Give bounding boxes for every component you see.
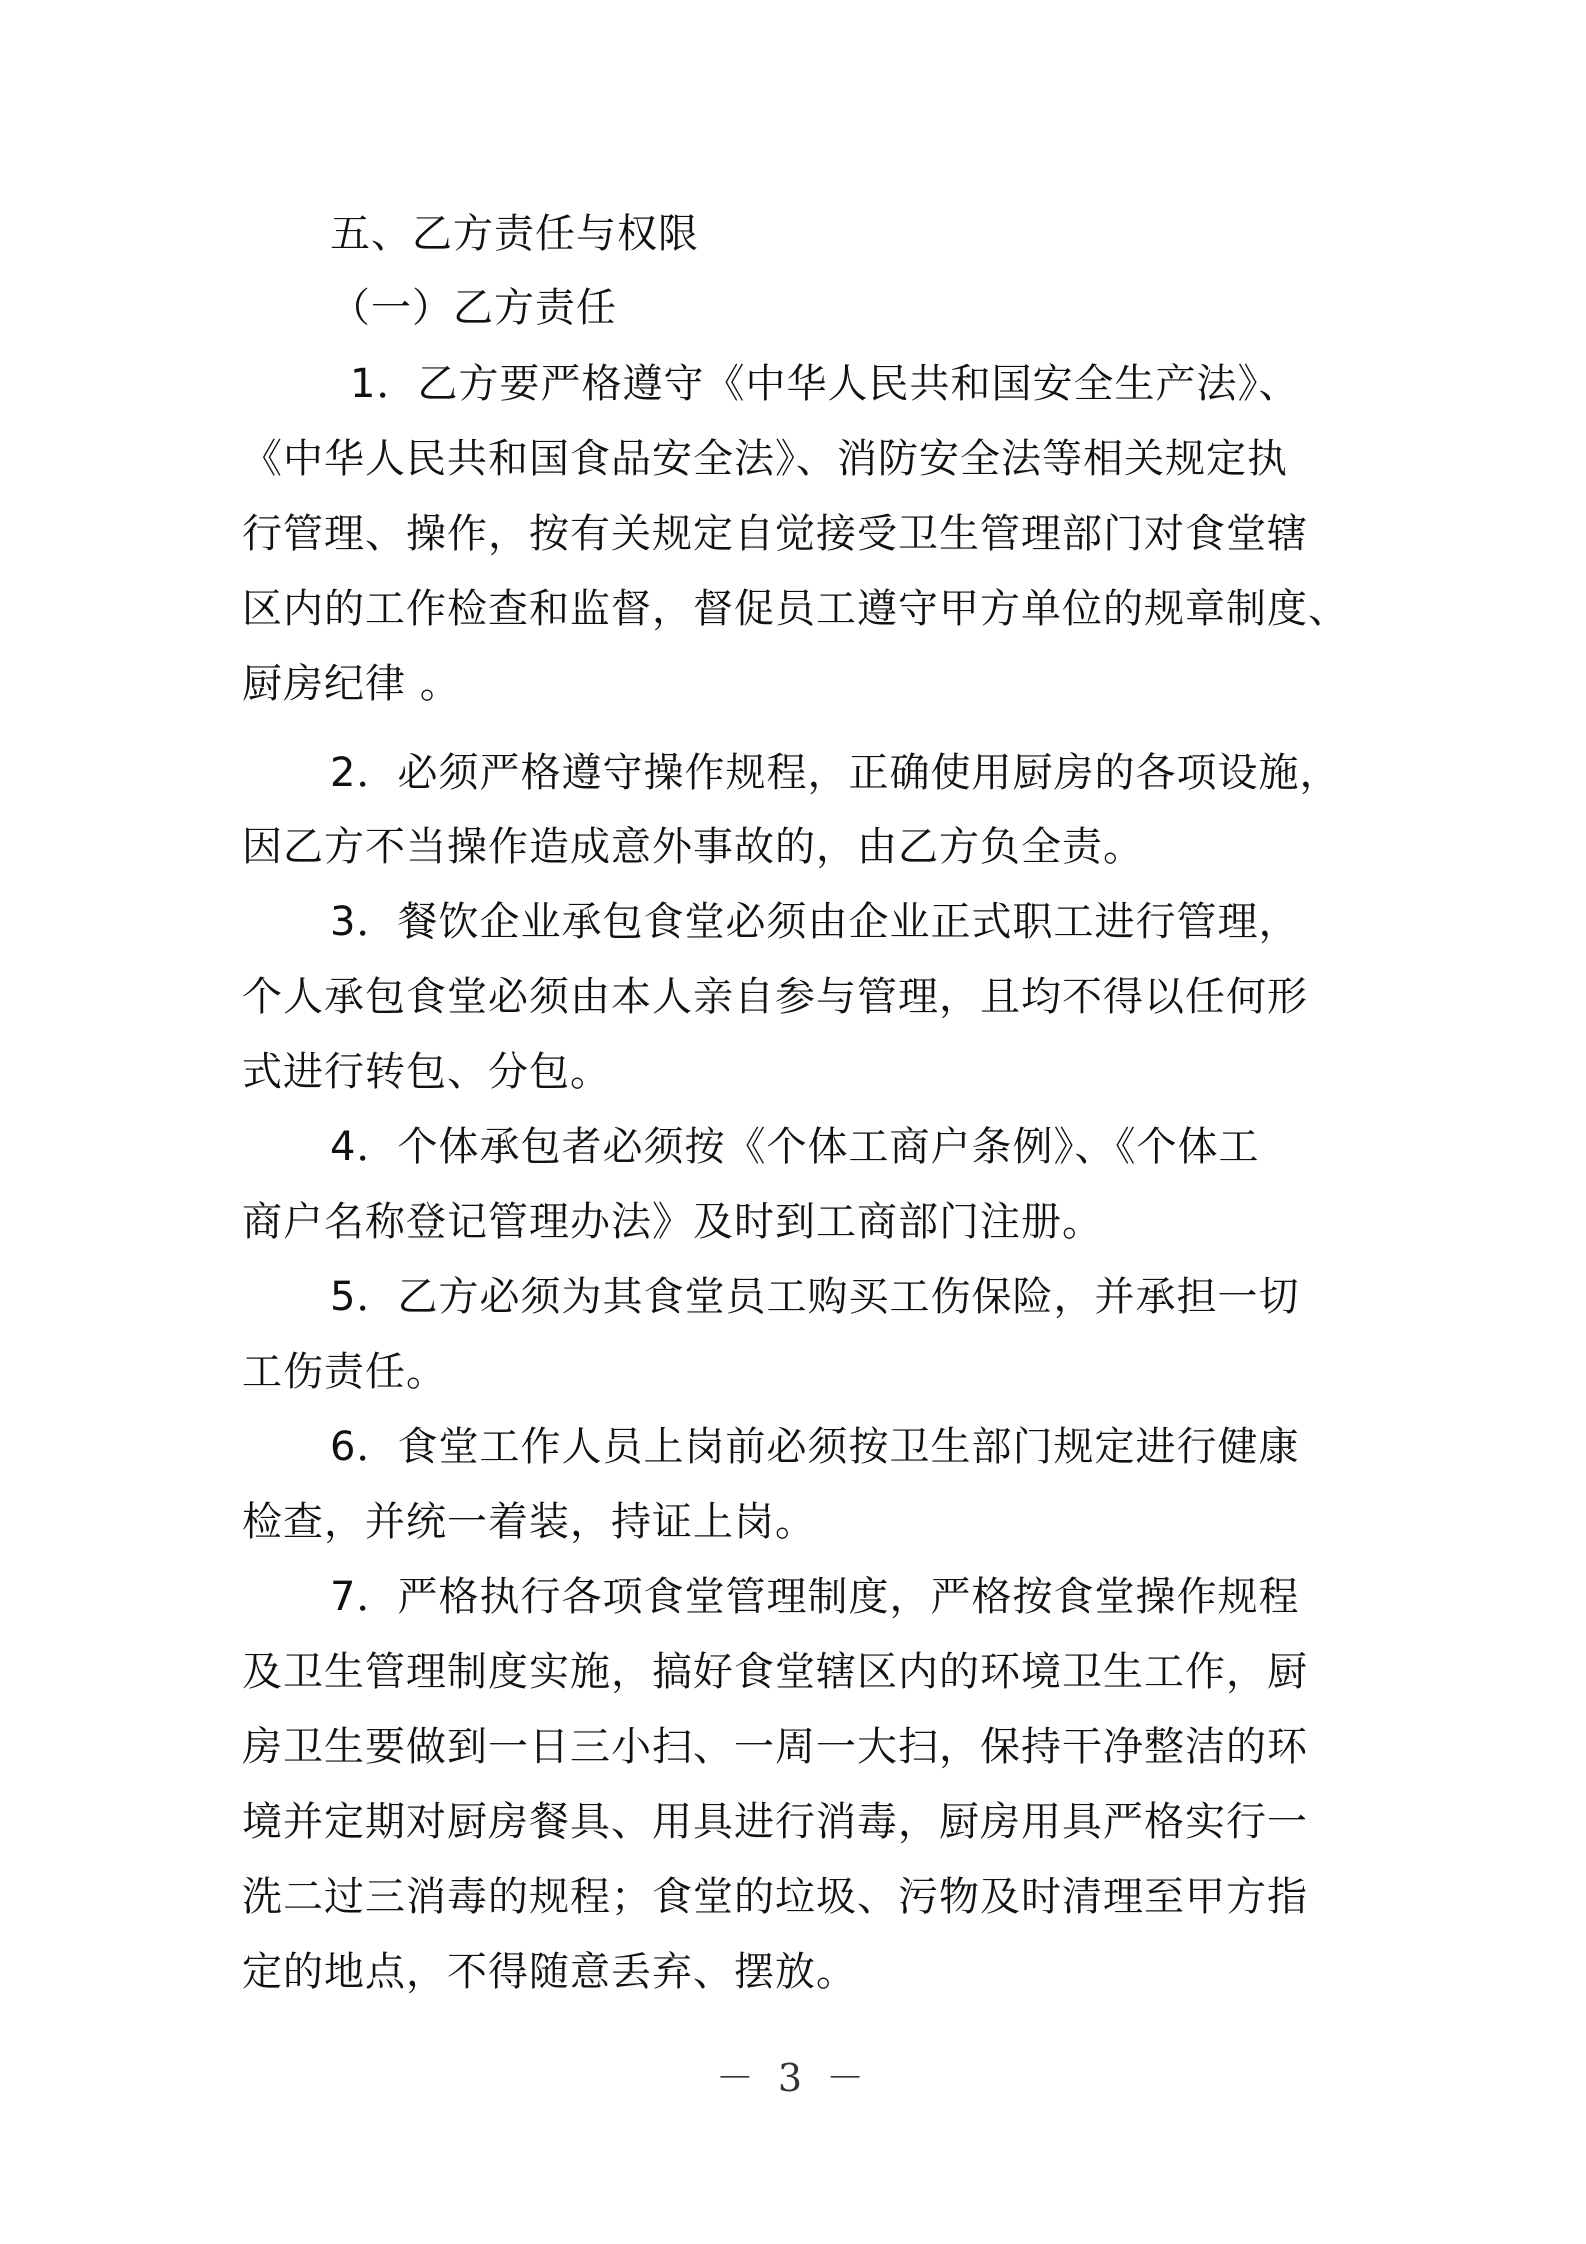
text-line: 厨房纪律 。 — [242, 661, 461, 707]
text-line: 1．乙方要严格遵守《中华人民共和国安全生产法》、 — [350, 361, 1300, 407]
subsection-heading: （一）乙方责任 — [330, 285, 617, 331]
text-line: 商户名称登记管理办法》及时到工商部门注册。 — [242, 1199, 1103, 1245]
text-line: 及卫生管理制度实施，搞好食堂辖区内的环境卫生工作，厨 — [242, 1649, 1308, 1695]
text-line: 境并定期对厨房餐具、用具进行消毒，厨房用具严格实行一 — [242, 1799, 1308, 1845]
text-line: 个人承包食堂必须由本人亲自参与管理，且均不得以任何形 — [242, 974, 1308, 1020]
text-line: 检查，并统一着装，持证上岗。 — [242, 1499, 816, 1545]
text-line: 因乙方不当操作造成意外事故的，由乙方负全责。 — [242, 824, 1144, 870]
text-line: 区内的工作检查和监督，督促员工遵守甲方单位的规章制度、 — [242, 586, 1349, 632]
section-heading: 五、乙方责任与权限 — [330, 211, 699, 257]
text-line: 2．必须严格遵守操作规程，正确使用厨房的各项设施， — [330, 750, 1341, 796]
text-line: 3．餐饮企业承包食堂必须由企业正式职工进行管理， — [330, 899, 1300, 945]
text-line: 式进行转包、分包。 — [242, 1049, 611, 1095]
text-line: 4．个体承包者必须按《个体工商户条例》、《个体工 — [330, 1124, 1260, 1170]
text-line: 行管理、操作，按有关规定自觉接受卫生管理部门对食堂辖 — [242, 511, 1308, 557]
text-line: 房卫生要做到一日三小扫、一周一大扫，保持干净整洁的环 — [242, 1724, 1308, 1770]
page-number: － 3 － — [715, 2056, 871, 2100]
text-line: 工伤责任。 — [242, 1349, 447, 1395]
text-line: 《中华人民共和国食品安全法》、消防安全法等相关规定执 — [242, 436, 1288, 482]
text-line: 7．严格执行各项食堂管理制度，严格按食堂操作规程 — [330, 1574, 1300, 1620]
text-line: 洗二过三消毒的规程；食堂的垃圾、污物及时清理至甲方指 — [242, 1874, 1308, 1920]
text-line: 6．食堂工作人员上岗前必须按卫生部门规定进行健康 — [330, 1424, 1300, 1470]
text-line: 定的地点，不得随意丢弃、摆放。 — [242, 1949, 857, 1995]
text-line: 5．乙方必须为其食堂员工购买工伤保险，并承担一切 — [330, 1274, 1300, 1320]
